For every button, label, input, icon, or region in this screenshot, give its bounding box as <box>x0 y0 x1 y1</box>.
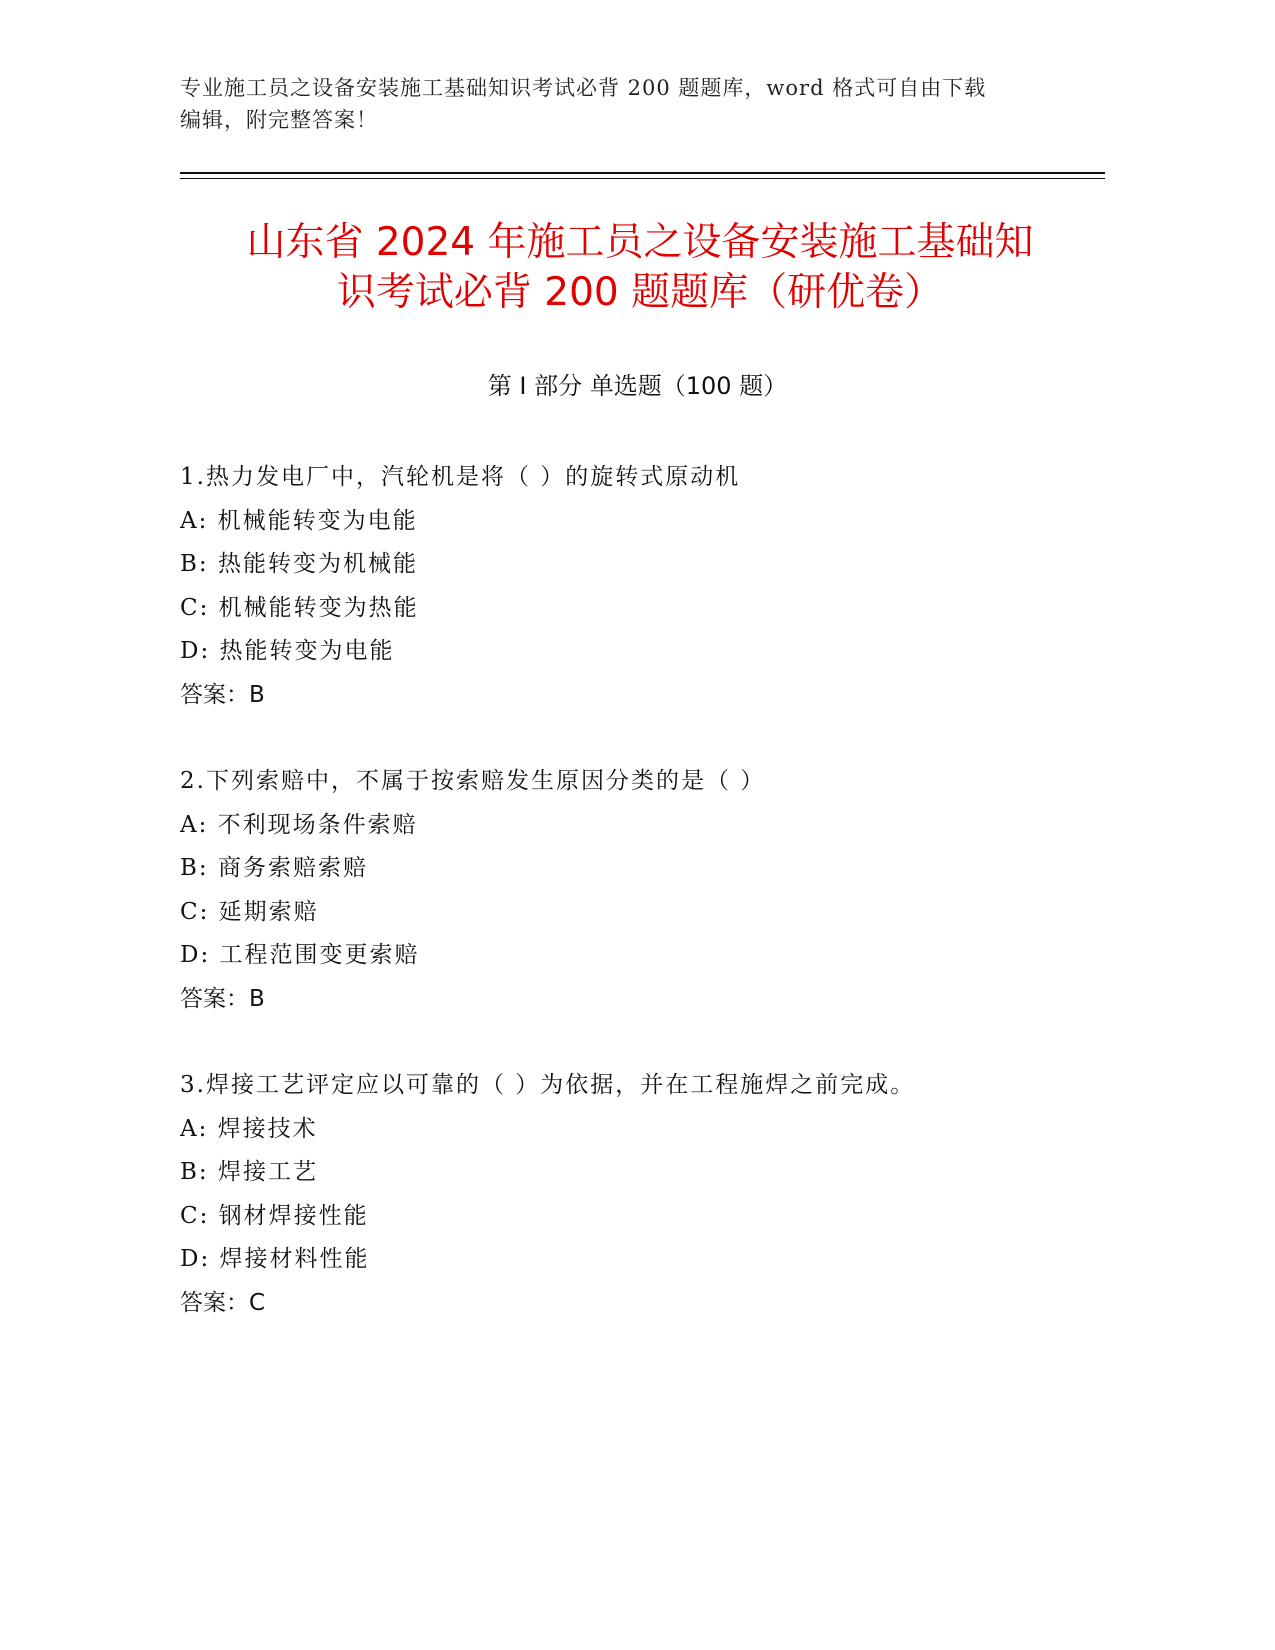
question-stem: 1.热力发电厂中，汽轮机是将（ ）的旋转式原动机 <box>180 464 741 490</box>
option-c: C: 钢材焊接性能 <box>180 1202 369 1229</box>
option-d: D: 焊接材料性能 <box>180 1246 370 1272</box>
question-1 <box>180 456 1080 717</box>
answer-line: 答案：B <box>180 681 265 708</box>
question-2 <box>180 760 1080 1021</box>
question-list <box>180 456 1080 1368</box>
header-divider-thin <box>180 178 1105 179</box>
option-d: D: 热能转变为电能 <box>180 638 395 664</box>
header-divider-thick <box>180 172 1105 174</box>
option-a: A: 机械能转变为电能 <box>180 507 418 534</box>
answer-line: 答案：C <box>180 1289 266 1316</box>
header-note-line-1: 专业施工员之设备安装施工基础知识考试必背 200 题题库，word 格式可自由下载 <box>180 76 987 100</box>
document-title-line-1: 山东省 2024 年施工员之设备安装施工基础知 <box>246 220 1034 265</box>
option-a: A: 不利现场条件索赔 <box>180 811 418 838</box>
option-d: D: 工程范围变更索赔 <box>180 942 420 968</box>
section-title: 第 I 部分 单选题（100 题） <box>487 372 788 400</box>
header-note <box>180 72 1060 136</box>
document-title <box>150 218 1130 318</box>
option-a: A: 焊接技术 <box>180 1115 318 1142</box>
option-c: C: 机械能转变为热能 <box>180 594 419 621</box>
option-c: C: 延期索赔 <box>180 898 319 925</box>
option-b: B: 焊接工艺 <box>180 1159 318 1185</box>
question-stem: 3.焊接工艺评定应以可靠的（ ）为依据，并在工程施焊之前完成。 <box>180 1072 916 1098</box>
question-stem: 2.下列索赔中，不属于按索赔发生原因分类的是（ ） <box>180 768 766 794</box>
option-b: B: 商务索赔索赔 <box>180 855 368 881</box>
answer-line: 答案：B <box>180 985 265 1012</box>
question-3 <box>180 1064 1080 1325</box>
header-note-line-2: 编辑，附完整答案！ <box>180 108 378 132</box>
document-title-line-2: 识考试必背 200 题题库（研优卷） <box>336 270 944 315</box>
option-b: B: 热能转变为机械能 <box>180 551 418 577</box>
